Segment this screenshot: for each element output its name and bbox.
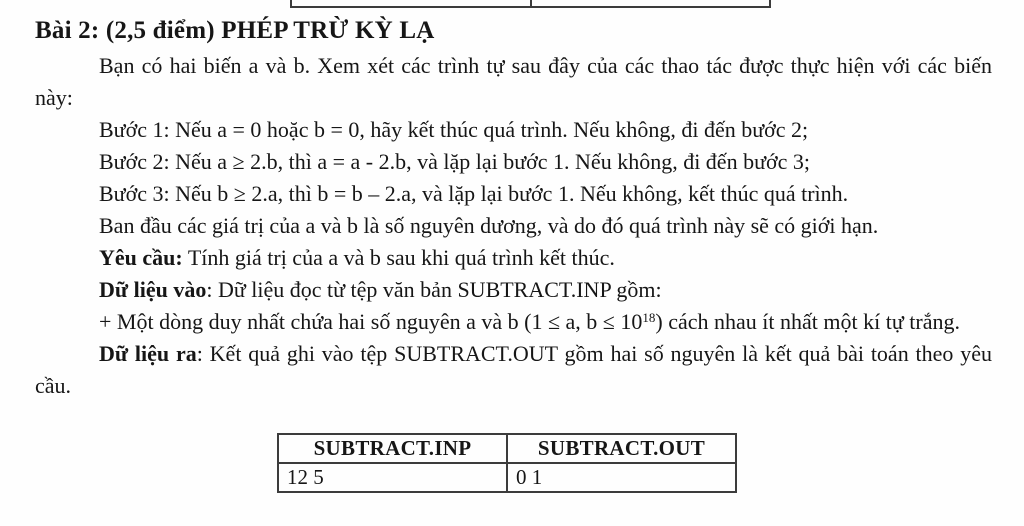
- problem-title: Bài 2: (2,5 điểm) PHÉP TRỪ KỲ LẠ: [35, 17, 435, 44]
- example-table-data-row: [278, 463, 736, 492]
- requirement-line: Yêu cầu: Tính giá trị của a và b sau khi quá trình kết thúc.: [99, 245, 615, 270]
- example-output-value: 0 1: [507, 463, 736, 492]
- example-input-value: 12 5: [278, 463, 507, 492]
- example-table-header-row: [278, 434, 736, 463]
- previous-table-column-divider: [530, 0, 532, 6]
- example-table-header-output: SUBTRACT.OUT: [507, 434, 736, 463]
- step-1-line: Bước 1: Nếu a = 0 hoặc b = 0, hãy kết thúc quá trình. Nếu không, đi đến bước 2;: [99, 117, 809, 142]
- initial-values-note-line: Ban đầu các giá trị của a và b là số nguyên dương, và do đó quá trình này sẽ có giới hạn.: [99, 213, 879, 238]
- example-table-header-input: SUBTRACT.INP: [278, 434, 507, 463]
- input-spec-line: Dữ liệu vào: Dữ liệu đọc từ tệp văn bản SUBTRACT.INP gồm:: [99, 277, 662, 302]
- intro-paragraph: Bạn có hai biến a và b. Xem xét các trình tự sau đây của các thao tác được thực hiện với các biến này:: [35, 53, 992, 110]
- previous-table-bottom-edge: [290, 0, 771, 8]
- problem-statement: [35, 12, 992, 402]
- step-2-line: Bước 2: Nếu a ≥ 2.b, thì a = a - 2.b, và lặp lại bước 1. Nếu không, đi đến bước 3;: [99, 149, 811, 174]
- example-table: [277, 433, 737, 493]
- output-detail-paragraph: Dữ liệu ra: Kết quả ghi vào tệp SUBTRACT.OUT gồm hai số nguyên là kết quả bài toán theo yêu cầu.: [35, 341, 992, 398]
- input-detail-paragraph: + Một dòng duy nhất chứa hai số nguyên a và b (1 ≤ a, $b \le 10^{18}$) cách nhau ít nhất một kí tự trắng.: [99, 309, 960, 334]
- step-3-line: Bước 3: Nếu b ≥ 2.a, thì b = b – 2.a, và lặp lại bước 1. Nếu không, kết thúc quá trình.: [99, 181, 849, 206]
